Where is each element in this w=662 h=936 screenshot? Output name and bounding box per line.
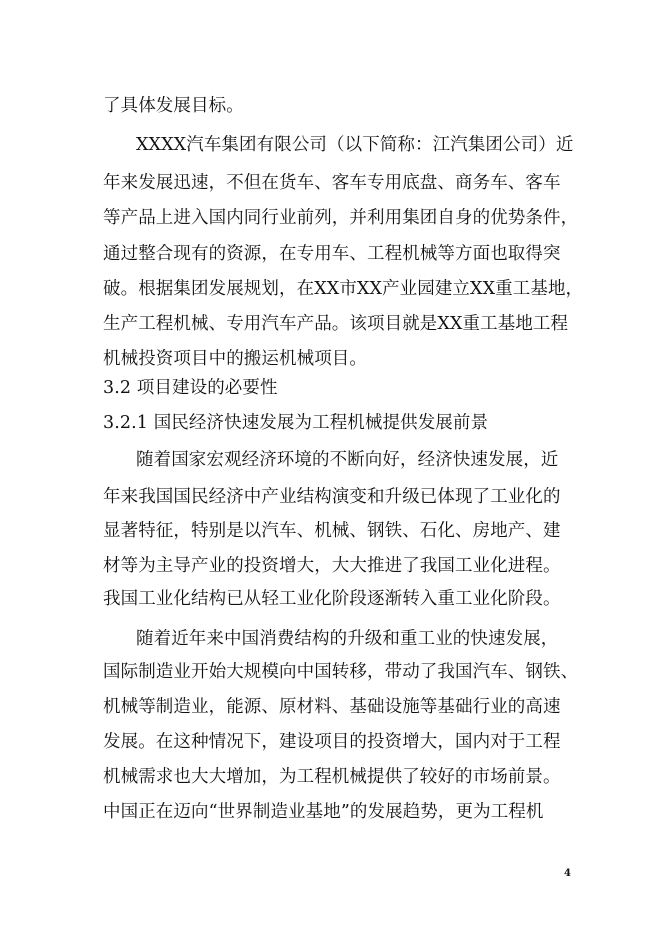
paragraph-first-line: 随着国家宏观经济环境的不断向好，经济快速发展，近	[136, 450, 559, 470]
paragraph-first-line: XXXX汽车集团有限公司（以下简称：江汽集团公司）近	[136, 135, 574, 155]
text-line: 破。根据集团发展规划，在XX市XX产业园建立XX重工基地，	[103, 279, 584, 299]
text-line: 中国正在迈向“世界制造业基地”的发展趋势，更为工程机	[103, 802, 544, 822]
text-line: 发展。在这种情况下，建设项目的投资增大，国内对于工程	[103, 732, 561, 752]
paragraph-first-line: 随着近年来中国消费结构的升级和重工业的快速发展，	[136, 629, 559, 649]
text-line: 显著特征，特别是以汽车、机械、钢铁、石化、房地产、建	[103, 521, 561, 541]
text-line: 生产工程机械、专用汽车产品。该项目就是XX重工基地工程	[103, 314, 569, 334]
text-line: 国际制造业开始大规模向中国转移，带动了我国汽车、钢铁、	[103, 662, 579, 682]
text-line: 通过整合现有的资源，在专用车、工程机械等方面也取得突	[103, 244, 561, 264]
text-line: 年来我国国民经济中产业结构演变和升级已体现了工业化的	[103, 487, 561, 507]
text-line: 材等为主导产业的投资增大，大大推进了我国工业化进程。	[103, 556, 561, 576]
text-line: 我国工业化结构已从轻工业化阶段逐渐转入重工业化阶段。	[103, 589, 561, 609]
text-line: 机械等制造业，能源、原材料、基础设施等基础行业的高速	[103, 697, 561, 717]
page-number: 4	[564, 868, 571, 879]
text-line: 年来发展迅速，不但在货车、客车专用底盘、商务车、客车	[103, 173, 561, 193]
text-line: 机械投资项目中的搬运机械项目。	[103, 349, 367, 369]
section-heading: 3.2 项目建设的必要性	[103, 378, 278, 398]
text-line: 机械需求也大大增加，为工程机械提供了较好的市场前景。	[103, 767, 561, 787]
text-line: 了具体发展目标。	[103, 96, 244, 116]
text-line: 等产品上进入国内同行业前列，并利用集团自身的优势条件，	[103, 208, 579, 228]
subsection-heading: 3.2.1 国民经济快速发展为工程机械提供发展前景	[103, 413, 489, 433]
